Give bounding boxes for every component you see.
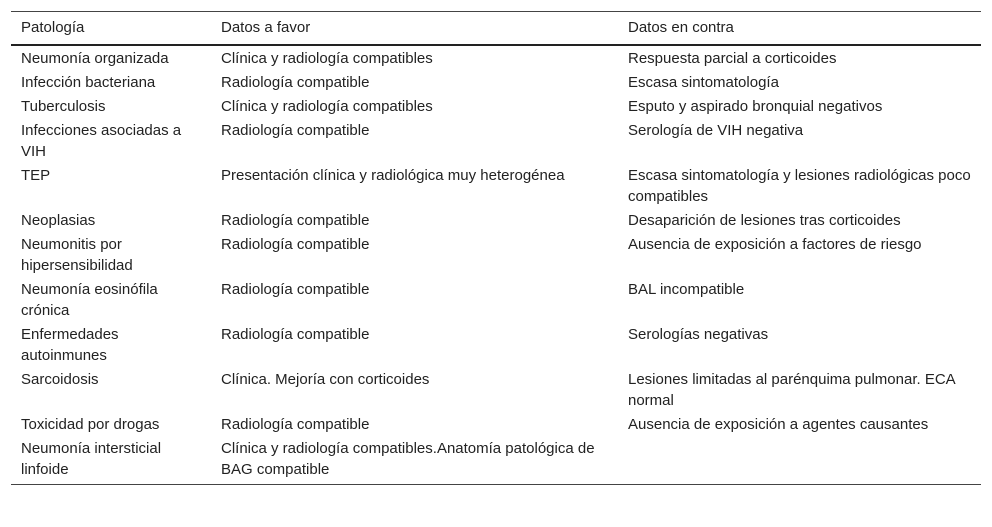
cell-patologia: Sarcoidosis xyxy=(21,371,99,388)
cell-patologia: Neumonía intersticial linfoide xyxy=(11,436,211,485)
cell-datos-a-favor: Presentación clínica y radiológica muy heterogénea xyxy=(221,167,565,184)
table-row xyxy=(11,436,981,485)
header-row xyxy=(11,12,981,46)
table-header xyxy=(11,12,981,46)
cell-datos-a-favor: Radiología compatible xyxy=(221,326,370,343)
cell-datos-en-contra: Ausencia de exposición a agentes causantes xyxy=(628,416,929,433)
cell-datos-a-favor: Radiología compatible xyxy=(221,212,370,229)
cell-datos-a-favor: Radiología compatible xyxy=(221,281,370,298)
cell-patologia: Neumonía eosinófila crónica xyxy=(21,281,158,319)
table-row xyxy=(11,45,981,70)
header-datos-a-favor: Datos a favor xyxy=(211,12,618,46)
table-row xyxy=(11,118,981,163)
cell-datos-a-favor: Radiología compatible xyxy=(221,74,370,91)
cell-datos-en-contra: Esputo y aspirado bronquial negativos xyxy=(628,98,883,115)
differential-diagnosis-table-container xyxy=(11,11,981,485)
header-patologia: Patología xyxy=(11,12,211,46)
cell-datos-a-favor: Clínica y radiología compatibles xyxy=(221,98,433,115)
cell-patologia: Neumonía organizada xyxy=(21,50,169,67)
cell-datos-a-favor: Clínica. Mejoría con corticoides xyxy=(221,371,430,388)
cell-datos-a-favor: Radiología compatible xyxy=(221,416,370,433)
cell-patologia: Neoplasias xyxy=(21,212,96,229)
cell-datos-en-contra: Lesiones limitadas al parénquima pulmonar. ECA normal xyxy=(628,371,955,409)
table-row xyxy=(11,163,981,208)
cell-datos-en-contra: Escasa sintomatología y lesiones radiológicas poco compatibles xyxy=(628,167,971,205)
header-datos-en-contra: Datos en contra xyxy=(618,12,981,46)
cell-datos-en-contra: Ausencia de exposición a factores de riesgo xyxy=(628,236,922,253)
table-row xyxy=(11,367,981,412)
cell-datos-en-contra: Serologías negativas xyxy=(628,326,769,343)
cell-datos-a-favor: Radiología compatible xyxy=(221,122,370,139)
cell-patologia: Enfermedades autoinmunes xyxy=(21,326,119,364)
cell-datos-en-contra: Serología de VIH negativa xyxy=(628,122,804,139)
cell-datos-a-favor: Radiología compatible xyxy=(221,236,370,253)
differential-diagnosis-table xyxy=(11,11,981,485)
table-row xyxy=(11,412,981,436)
cell-patologia: TEP xyxy=(21,167,51,184)
table-row xyxy=(11,94,981,118)
cell-patologia: Toxicidad por drogas xyxy=(21,416,160,433)
cell-datos-a-favor: Clínica y radiología compatibles.Anatomía patológica de BAG compatible xyxy=(211,436,618,485)
cell-patologia: Infecciones asociadas a VIH xyxy=(21,122,182,160)
cell-datos-en-contra xyxy=(618,436,981,485)
table-row xyxy=(11,208,981,232)
cell-datos-en-contra: Escasa sintomatología xyxy=(628,74,779,91)
table-body xyxy=(11,45,981,485)
cell-datos-a-favor: Clínica y radiología compatibles xyxy=(221,50,433,67)
table-row xyxy=(11,70,981,94)
cell-datos-en-contra: Respuesta parcial a corticoides xyxy=(628,50,837,67)
table-row xyxy=(11,322,981,367)
cell-datos-en-contra: BAL incompatible xyxy=(628,281,745,298)
cell-patologia: Neumonitis por hipersensibilidad xyxy=(21,236,133,274)
table-row xyxy=(11,277,981,322)
cell-datos-en-contra: Desaparición de lesiones tras corticoides xyxy=(628,212,901,229)
table-row xyxy=(11,232,981,277)
cell-patologia: Infección bacteriana xyxy=(21,74,156,91)
cell-patologia: Tuberculosis xyxy=(21,98,106,115)
